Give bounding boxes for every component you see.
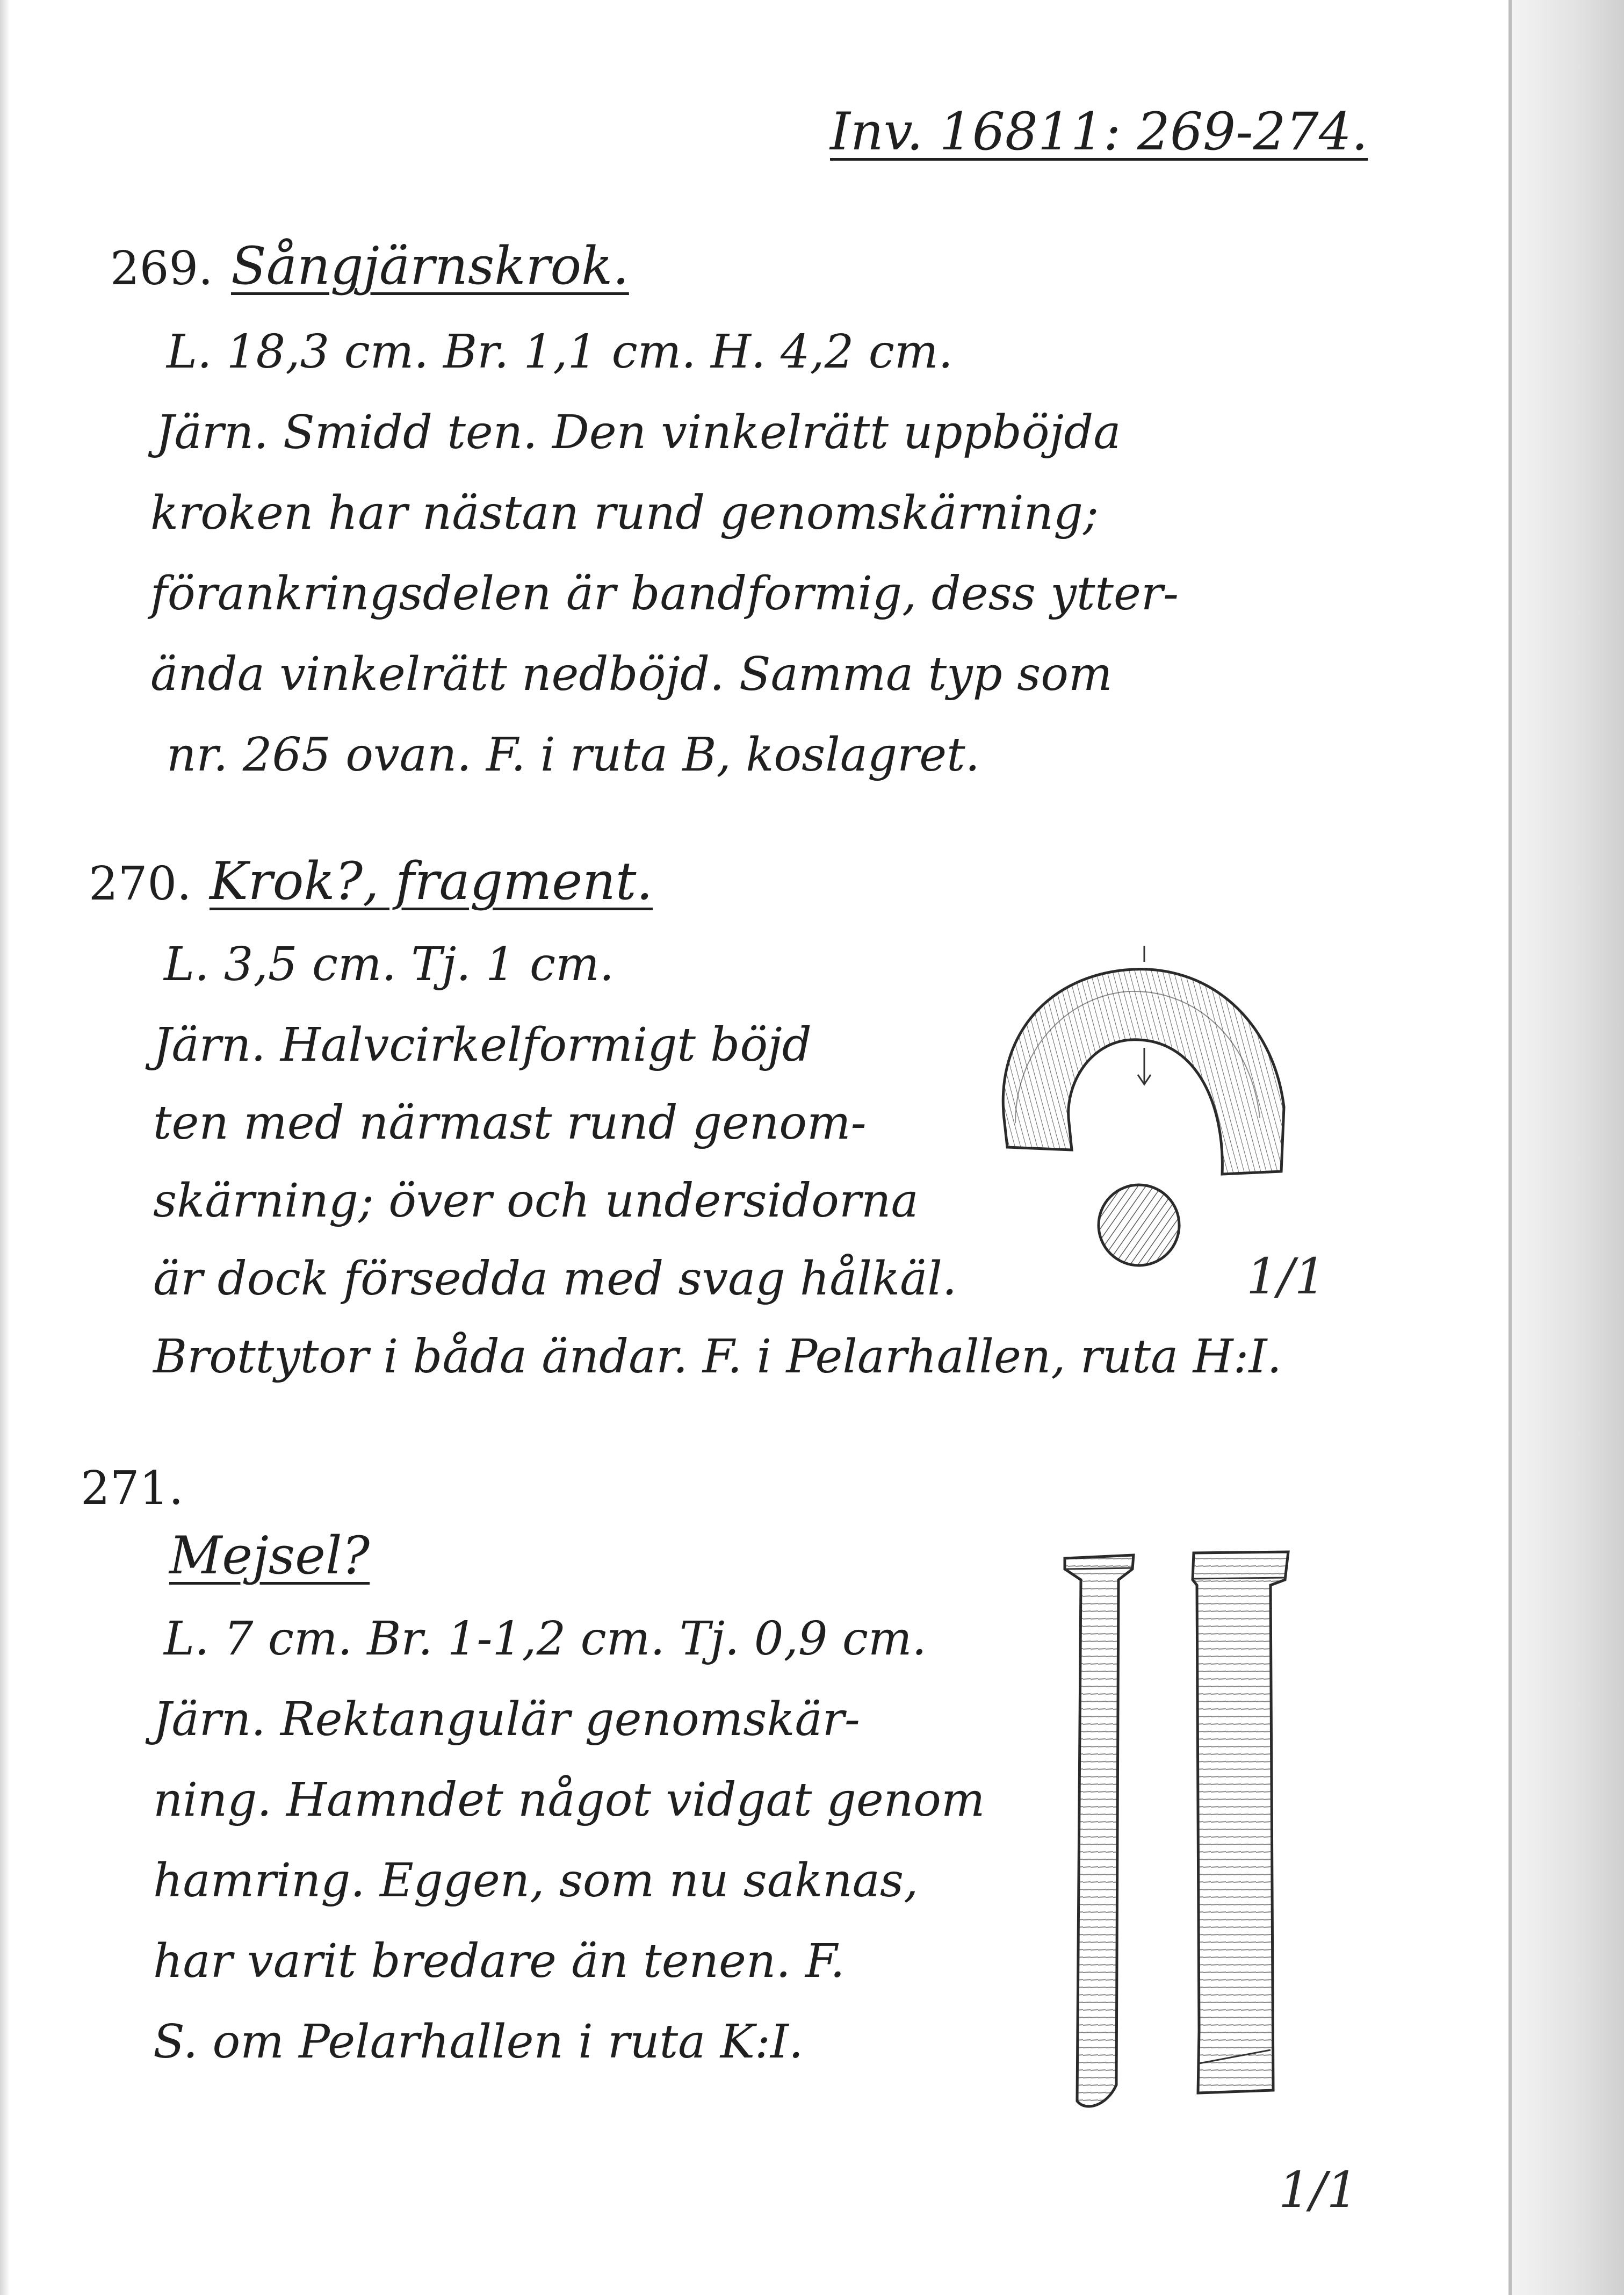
entry-270-title: Krok?, fragment. xyxy=(210,851,653,911)
entry-270-line: ten med närmast rund genom- xyxy=(153,1096,867,1150)
entry-269-line: kroken har nästan rund genomskärning; xyxy=(150,486,1099,540)
entry-269-line: Järn. Smidd ten. Den vinkelrätt uppböjda xyxy=(156,406,1121,459)
page-edge xyxy=(1508,0,1624,2295)
hook-fragment-drawing xyxy=(983,946,1316,1279)
hook-fragment-scale: 1/1 xyxy=(1246,1248,1326,1305)
page-left-shadow xyxy=(0,0,10,2295)
entry-270-line: Järn. Halvcirkelformigt böjd xyxy=(153,1018,812,1072)
entry-270-measurements: L. 3,5 cm. Tj. 1 cm. xyxy=(164,938,615,991)
entry-269-title: Sångjärnskrok. xyxy=(231,236,629,296)
chisel-scale: 1/1 xyxy=(1279,2161,1359,2219)
entry-271-number: 271. xyxy=(81,1462,184,1515)
inventory-number: Inv. 16811: 269-274. xyxy=(830,102,1368,162)
entry-271-line: hamring. Eggen, som nu saknas, xyxy=(153,1854,919,1908)
entry-269-line: nr. 265 ovan. F. i ruta B, koslagret. xyxy=(167,728,980,782)
entry-269-line: ända vinkelrätt nedböjd. Samma typ som xyxy=(150,648,1113,701)
entry-271-line: ning. Hamndet något vidgat genom xyxy=(153,1773,985,1827)
chisel-drawing xyxy=(1053,1548,1311,2128)
entry-270-line: skärning; över och undersidorna xyxy=(153,1174,919,1228)
entry-269-number: 269. xyxy=(110,242,213,296)
entry-271-line: S. om Pelarhallen i ruta K:I. xyxy=(153,2015,804,2069)
entry-270-line: Brottytor i båda ändar. F. i Pelarhallen, ruta H:I. xyxy=(153,1330,1282,1384)
entry-271-title: Mejsel? xyxy=(169,1526,370,1586)
entry-271-line: Järn. Rektangulär genomskär- xyxy=(153,1693,860,1746)
entry-269-line: förankringsdelen är bandformig, dess ytter- xyxy=(150,567,1179,621)
entry-270-number: 270. xyxy=(89,857,192,911)
entry-269-measurements: L. 18,3 cm. Br. 1,1 cm. H. 4,2 cm. xyxy=(167,325,953,379)
entry-270-line: är dock försedda med svag hålkäl. xyxy=(153,1252,957,1306)
entry-271-line: har varit bredare än tenen. F. xyxy=(153,1934,845,1988)
entry-271-measurements: L. 7 cm. Br. 1-1,2 cm. Tj. 0,9 cm. xyxy=(164,1612,927,1666)
